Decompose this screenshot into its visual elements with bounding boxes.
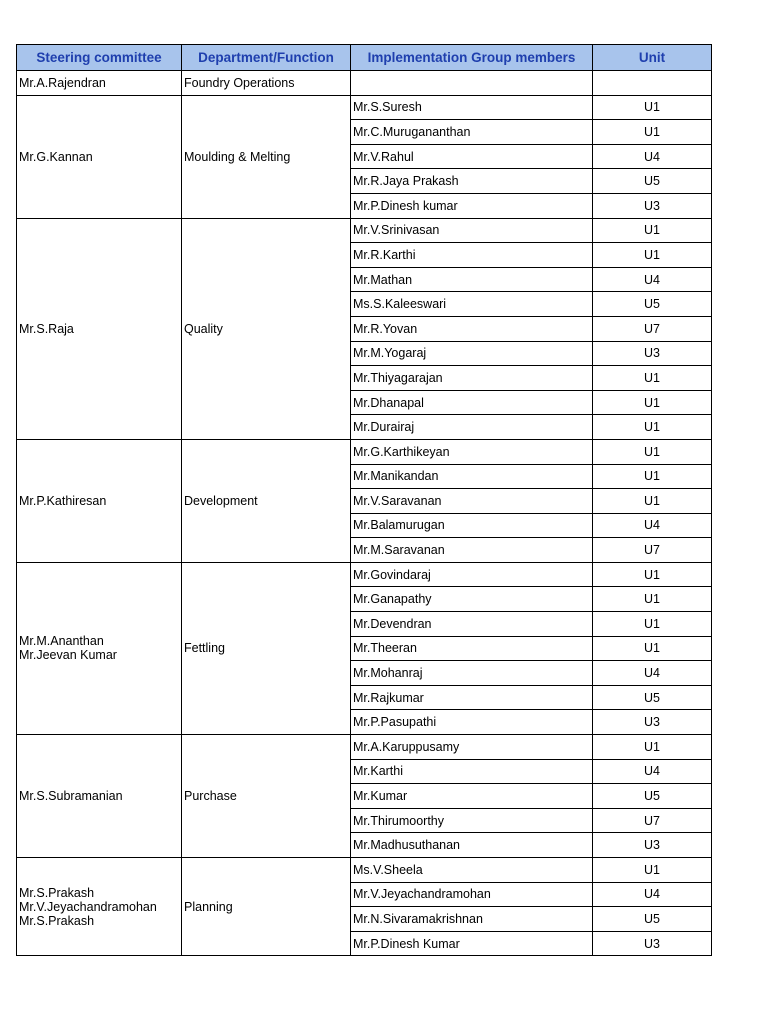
steering-committee-cell[interactable]: Mr.S.Subramanian (17, 735, 182, 858)
unit-cell[interactable]: U1 (593, 415, 712, 440)
unit-cell[interactable]: U5 (593, 907, 712, 932)
unit-cell[interactable]: U7 (593, 538, 712, 563)
member-name-cell[interactable]: Mr.Mathan (351, 267, 593, 292)
department-cell[interactable]: Purchase (182, 735, 351, 858)
table-row (17, 735, 712, 760)
steering-committee-cell[interactable]: Mr.S.Prakash Mr.V.Jeyachandramohan Mr.S.Prakash (17, 858, 182, 956)
steering-committee-cell[interactable]: Mr.M.Ananthan Mr.Jeevan Kumar (17, 562, 182, 734)
steering-committee-cell[interactable]: Mr.G.Kannan (17, 95, 182, 218)
department-cell[interactable]: Planning (182, 858, 351, 956)
unit-cell[interactable]: U7 (593, 316, 712, 341)
unit-cell[interactable]: U1 (593, 636, 712, 661)
department-cell[interactable]: Fettling (182, 562, 351, 734)
unit-cell[interactable]: U5 (593, 685, 712, 710)
unit-cell[interactable]: U1 (593, 464, 712, 489)
unit-cell[interactable]: U4 (593, 661, 712, 686)
member-name-cell[interactable]: Mr.M.Yogaraj (351, 341, 593, 366)
unit-cell[interactable]: U3 (593, 710, 712, 735)
unit-cell[interactable]: U5 (593, 784, 712, 809)
member-name-cell[interactable]: Mr.Balamurugan (351, 513, 593, 538)
unit-cell[interactable]: U3 (593, 341, 712, 366)
unit-cell[interactable]: U1 (593, 489, 712, 514)
unit-cell[interactable]: U1 (593, 95, 712, 120)
table-row (17, 562, 712, 587)
member-name-cell[interactable]: Mr.V.Rahul (351, 144, 593, 169)
department-cell[interactable]: Development (182, 439, 351, 562)
member-name-cell[interactable]: Mr.M.Saravanan (351, 538, 593, 563)
member-name-cell[interactable]: Mr.Theeran (351, 636, 593, 661)
member-name-cell[interactable]: Mr.Manikandan (351, 464, 593, 489)
unit-cell[interactable]: U1 (593, 439, 712, 464)
header-row (17, 45, 712, 71)
member-name-cell[interactable]: Mr.S.Suresh (351, 95, 593, 120)
header-department-function[interactable]: Department/Function (182, 45, 351, 71)
unit-cell[interactable]: U1 (593, 587, 712, 612)
unit-cell[interactable]: U4 (593, 759, 712, 784)
unit-cell[interactable]: U3 (593, 193, 712, 218)
unit-cell[interactable]: U4 (593, 882, 712, 907)
unit-cell[interactable]: U1 (593, 218, 712, 243)
department-cell[interactable]: Foundry Operations (182, 71, 351, 96)
member-name-cell[interactable]: Mr.R.Yovan (351, 316, 593, 341)
member-name-cell[interactable]: Mr.Devendran (351, 612, 593, 637)
member-name-cell[interactable]: Mr.Govindaraj (351, 562, 593, 587)
unit-cell[interactable]: U5 (593, 292, 712, 317)
department-cell[interactable]: Moulding & Melting (182, 95, 351, 218)
table-row (17, 95, 712, 120)
unit-cell[interactable] (593, 71, 712, 96)
member-name-cell[interactable]: Mr.Kumar (351, 784, 593, 809)
unit-cell[interactable]: U4 (593, 513, 712, 538)
member-name-cell[interactable]: Mr.Thirumoorthy (351, 808, 593, 833)
member-name-cell[interactable]: Mr.N.Sivaramakrishnan (351, 907, 593, 932)
member-name-cell[interactable] (351, 71, 593, 96)
member-name-cell[interactable]: Mr.R.Karthi (351, 243, 593, 268)
member-name-cell[interactable]: Ms.S.Kaleeswari (351, 292, 593, 317)
unit-cell[interactable]: U7 (593, 808, 712, 833)
department-cell[interactable]: Quality (182, 218, 351, 439)
header-unit[interactable]: Unit (593, 45, 712, 71)
member-name-cell[interactable]: Mr.G.Karthikeyan (351, 439, 593, 464)
member-name-cell[interactable]: Mr.Madhusuthanan (351, 833, 593, 858)
steering-committee-cell[interactable]: Mr.S.Raja (17, 218, 182, 439)
table-row (17, 858, 712, 883)
unit-cell[interactable]: U1 (593, 858, 712, 883)
member-name-cell[interactable]: Mr.P.Dinesh kumar (351, 193, 593, 218)
unit-cell[interactable]: U1 (593, 243, 712, 268)
table-row (17, 71, 712, 96)
member-name-cell[interactable]: Mr.V.Jeyachandramohan (351, 882, 593, 907)
member-name-cell[interactable]: Mr.P.Pasupathi (351, 710, 593, 735)
member-name-cell[interactable]: Mr.P.Dinesh Kumar (351, 931, 593, 956)
table-row (17, 218, 712, 243)
member-name-cell[interactable]: Mr.V.Srinivasan (351, 218, 593, 243)
implementation-group-table (16, 44, 712, 956)
unit-cell[interactable]: U1 (593, 612, 712, 637)
member-name-cell[interactable]: Mr.Ganapathy (351, 587, 593, 612)
steering-committee-cell[interactable]: Mr.A.Rajendran (17, 71, 182, 96)
member-name-cell[interactable]: Mr.Durairaj (351, 415, 593, 440)
unit-cell[interactable]: U3 (593, 833, 712, 858)
table-row (17, 439, 712, 464)
member-name-cell[interactable]: Mr.Thiyagarajan (351, 366, 593, 391)
unit-cell[interactable]: U1 (593, 120, 712, 145)
steering-committee-cell[interactable]: Mr.P.Kathiresan (17, 439, 182, 562)
member-name-cell[interactable]: Mr.Rajkumar (351, 685, 593, 710)
member-name-cell[interactable]: Mr.R.Jaya Prakash (351, 169, 593, 194)
table-header (17, 45, 712, 71)
table-body (17, 71, 712, 956)
unit-cell[interactable]: U4 (593, 267, 712, 292)
member-name-cell[interactable]: Mr.Mohanraj (351, 661, 593, 686)
unit-cell[interactable]: U1 (593, 562, 712, 587)
member-name-cell[interactable]: Mr.V.Saravanan (351, 489, 593, 514)
header-implementation-group-members[interactable]: Implementation Group members (351, 45, 593, 71)
unit-cell[interactable]: U1 (593, 735, 712, 760)
member-name-cell[interactable]: Mr.C.Murugananthan (351, 120, 593, 145)
member-name-cell[interactable]: Mr.Karthi (351, 759, 593, 784)
unit-cell[interactable]: U5 (593, 169, 712, 194)
member-name-cell[interactable]: Ms.V.Sheela (351, 858, 593, 883)
unit-cell[interactable]: U1 (593, 390, 712, 415)
header-steering-committee[interactable]: Steering committee (17, 45, 182, 71)
unit-cell[interactable]: U1 (593, 366, 712, 391)
member-name-cell[interactable]: Mr.A.Karuppusamy (351, 735, 593, 760)
member-name-cell[interactable]: Mr.Dhanapal (351, 390, 593, 415)
unit-cell[interactable]: U4 (593, 144, 712, 169)
unit-cell[interactable]: U3 (593, 931, 712, 956)
